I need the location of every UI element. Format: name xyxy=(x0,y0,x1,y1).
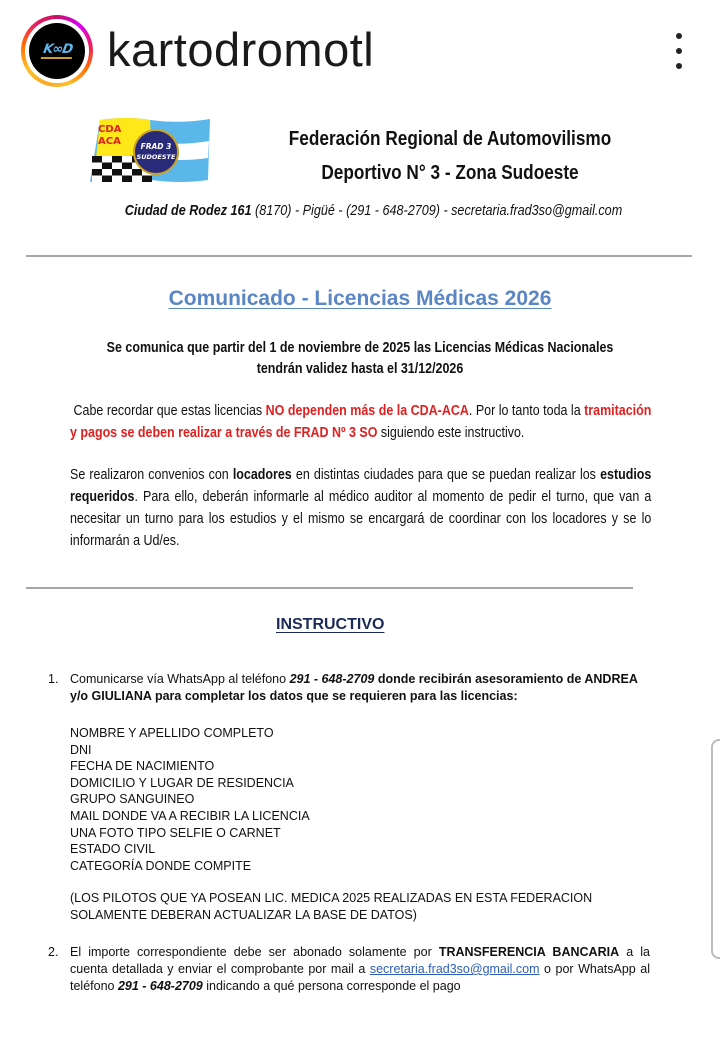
field-item: UNA FOTO TIPO SELFIE O CARNET xyxy=(70,825,281,840)
item2-text: o por WhatsApp al teléfono xyxy=(70,962,650,993)
para1-text: siguiendo este instructivo. xyxy=(377,425,525,441)
document-title: Comunicado - Licencias Médicas 2026 xyxy=(168,287,552,310)
field-item: CATEGORÍA DONDE COMPITE xyxy=(70,858,252,873)
item1-bold-text: donde recibirán asesoramiento de ANDREA y/o GIULIANA para completar los datos que se requieren para las licencias: xyxy=(70,672,638,703)
phone-number: 291 - 648-2709 xyxy=(289,672,375,686)
para1-emphasis: NO dependen más de la CDA-ACA xyxy=(265,403,469,419)
para2-bold: locadores xyxy=(232,467,292,483)
item-number: 1. xyxy=(48,672,59,686)
paragraph-convenios xyxy=(70,464,650,552)
item2-text: indicando a qué persona corresponde el pago xyxy=(202,979,461,993)
item2-text: El importe correspondiente debe ser abonado solamente por xyxy=(70,945,439,959)
item-number: 2. xyxy=(48,945,59,959)
field-item: DOMICILIO Y LUGAR DE RESIDENCIA xyxy=(70,775,294,790)
address-line xyxy=(124,202,623,219)
field-item: FECHA DE NACIMIENTO xyxy=(70,759,215,774)
org-title xyxy=(269,122,630,190)
more-vertical-icon-dot xyxy=(676,63,682,69)
para2-bold: estudios requeridos xyxy=(70,467,652,505)
field-item: ESTADO CIVIL xyxy=(70,842,156,857)
field-item: DNI xyxy=(70,742,92,757)
seal-line2: SUDOESTE xyxy=(136,153,176,161)
address-street: Ciudad de Rodez 161 xyxy=(124,202,252,219)
required-fields-list xyxy=(70,725,310,874)
username[interactable]: kartodromotl xyxy=(107,23,375,76)
note-text: (LOS PILOTOS QUE YA POSEAN LIC. MEDICA 2025 REALIZADAS EN ESTA FEDERACION SOLAMENTE DEBERAN ACTUALIZAR LA BASE DE DATOS) xyxy=(70,891,593,922)
para1-emphasis: tramitación y pagos se deben realizar a través de FRAD Nº 3 SO xyxy=(70,403,652,441)
para1-text: . Por lo tanto toda la xyxy=(468,403,585,419)
federation-logo xyxy=(86,114,212,186)
avatar[interactable] xyxy=(29,23,85,79)
paragraph-recordatorio xyxy=(70,400,650,444)
badge-line1: CDA xyxy=(98,124,122,135)
intro-line1: Se comunica que partir del 1 de noviembre de 2025 las Licencias Médicas Nacionales xyxy=(106,340,614,356)
para2-text: Se realizaron convenios con xyxy=(70,467,233,483)
more-options-button[interactable] xyxy=(665,33,693,69)
item2-text: a la cuenta detallada y enviar el comprobante por mail a xyxy=(70,945,650,976)
more-vertical-icon-dot xyxy=(676,48,682,54)
item1-text: Comunicarse vía WhatsApp al teléfono xyxy=(70,672,290,686)
field-item: NOMBRE Y APELLIDO COMPLETO xyxy=(70,726,274,740)
seal-line1: FRAD 3 xyxy=(140,142,172,151)
phone-number: 291 - 648-2709 xyxy=(117,979,203,993)
divider xyxy=(26,587,633,589)
field-item: GRUPO SANGUINEO xyxy=(70,792,195,807)
org-title-line1: Federación Regional de Automovilismo xyxy=(288,128,612,150)
intro-text xyxy=(102,338,618,380)
para2-text: . Para ello, deberán informarle al médico auditor al momento de pedir el turno, que van a necesitar un turno para los estudios y el mismo se encargará de coordinar con los locadores y se lo informarán a Ud/es. xyxy=(70,489,652,549)
address-rest: (8170) - Pigüé - (291 - 648-2709) - secretaria.frad3so@gmail.com xyxy=(251,202,623,219)
divider xyxy=(26,255,692,257)
instructivo-title: INSTRUCTIVO xyxy=(276,616,385,633)
org-title-line2: Deportivo N° 3 - Zona Sudoeste xyxy=(321,162,579,184)
field-item: MAIL DONDE VA A RECIBIR LA LICENCIA xyxy=(70,808,310,823)
badge-line2: ACA xyxy=(98,136,121,147)
avatar-logo: K∞D xyxy=(41,41,74,57)
seal-circle xyxy=(134,130,178,174)
item2-bold-text: TRANSFERENCIA BANCARIA xyxy=(438,945,620,959)
more-vertical-icon xyxy=(676,33,682,39)
para1-text: Cabe recordar que estas licencias xyxy=(73,403,266,419)
email-link[interactable]: secretaria.frad3so@gmail.com xyxy=(369,962,540,976)
intro-line2: tendrán validez hasta el 31/12/2026 xyxy=(256,361,464,377)
para2-text: en distintas ciudades para que se puedan realizar los xyxy=(291,467,601,483)
side-panel-handle[interactable] xyxy=(711,739,720,959)
